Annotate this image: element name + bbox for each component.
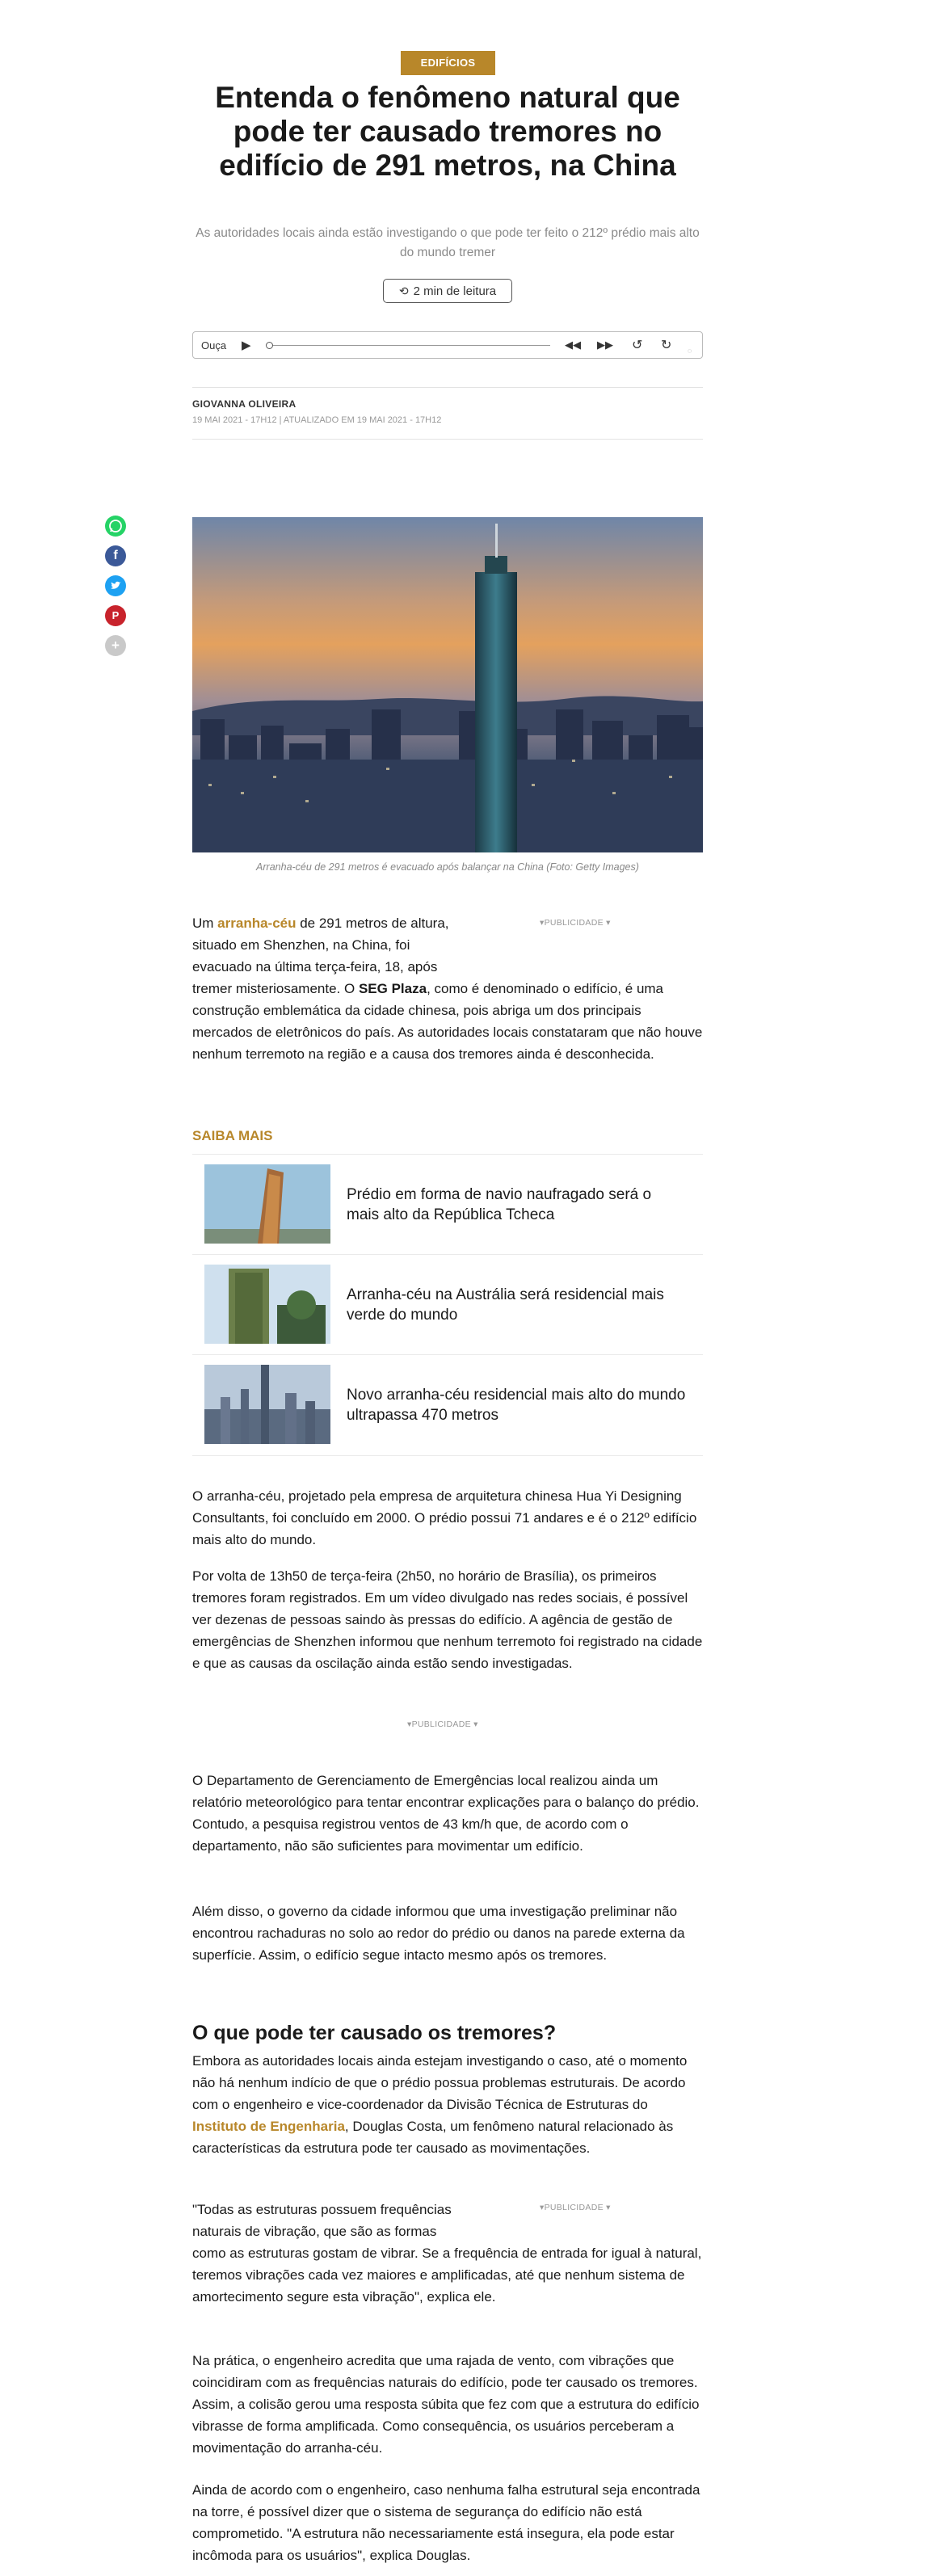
headline: Entenda o fenômeno natural que pode ter causado tremores no edifício de 291 metros, na China bbox=[215, 81, 680, 182]
more-share-icon[interactable]: + bbox=[105, 635, 126, 656]
player-logo-icon: ◌ bbox=[688, 347, 692, 355]
related-article[interactable] bbox=[192, 1354, 703, 1456]
hero-image bbox=[192, 517, 703, 852]
related-title[interactable]: Novo arranha-céu residencial mais alto do mundo ultrapassa 470 metros bbox=[347, 1387, 686, 1424]
link-arranha-ceu[interactable]: arranha-céu bbox=[217, 915, 297, 931]
text: Embora as autoridades locais ainda estejam investigando o caso, até o momento não há nenhum indício de que o prédio possua problemas estruturais. De acordo com o engenheiro e vice-coordenador da Divisão Técnica de Estruturas do bbox=[192, 2053, 688, 2112]
paragraph-8: Na prática, o engenheiro acredita que uma rajada de vento, com vibrações que coincidiram com as frequências naturais do edifício, pode ter causado os tremores. Assim, a colisão gerou uma resposta súbita que fez com que a estrutura do edifício vibrasse de forma amplificada. Como consequência, os usuários perceberam a movimentação do arranha-céu. bbox=[192, 2353, 700, 2456]
related-thumbnail[interactable] bbox=[204, 1164, 330, 1244]
facebook-share-icon[interactable]: f bbox=[105, 545, 126, 566]
related-article[interactable] bbox=[192, 1154, 703, 1255]
subtitle: As autoridades locais ainda estão investigando o que pode ter feito o 212º prédio mais alto do mundo tremer bbox=[196, 226, 700, 259]
ad-slot bbox=[461, 2199, 703, 2242]
text: Um bbox=[192, 915, 218, 931]
text: , Douglas Costa, um fenômeno natural relacionado às características da estrutura pode ter causado as movimentações. bbox=[192, 2119, 674, 2156]
play-icon[interactable]: ▶ bbox=[242, 339, 251, 352]
text: "Todas as estruturas possuem frequências naturais de vibração, que são as formas como as estruturas gostam de vibrar. Se a frequência de entrada for igual à natural, teremos vibrações cada vez maiores e amplificadas, até que nenhum sistema de amortecimento segure esta vibração", explica ele. bbox=[192, 2202, 702, 2305]
section-heading: O que pode ter causado os tremores? bbox=[192, 2022, 557, 2044]
read-time-badge bbox=[383, 279, 512, 303]
paragraph-2: O arranha-céu, projetado pela empresa de arquitetura chinesa Hua Yi Designing Consultants, foi concluído em 2000. O prédio possui 71 andares e é o 212º edifício mais alto do mundo. bbox=[192, 1488, 697, 1547]
audio-player bbox=[192, 331, 703, 359]
paragraph-7 bbox=[192, 2199, 703, 2308]
twitter-share-icon[interactable] bbox=[105, 575, 126, 596]
progress-knob-icon[interactable] bbox=[266, 342, 273, 349]
link-instituto-de-engenharia[interactable]: Instituto de Engenharia bbox=[192, 2119, 345, 2134]
publish-dates: 19 MAI 2021 - 17H12 | ATUALIZADO EM 19 MAI 2021 - 17H12 bbox=[192, 415, 442, 425]
paragraph-4: O Departamento de Gerenciamento de Emergências local realizou ainda um relatório meteorológico para tentar encontrar explicações para o balanço do prédio. Contudo, a pesquisa registrou ventos de 43 km/h que, de acordo com o departamento, não são suficientes para movimentar um edifício. bbox=[192, 1773, 700, 1854]
paragraph-3: Por volta de 13h50 de terça-feira (2h50, no horário de Brasília), os primeiros tremores foram registrados. Em um vídeo divulgado nas redes sociais, é possível ver dezenas de pessoas saindo às pressas do edifício. A agência de gestão de emergências de Shenzhen informou que nenhum terremoto foi registrado na cidade e que as causas da oscilação ainda estão sendo investigadas. bbox=[192, 1568, 703, 1671]
category-badge[interactable]: EDIFÍCIOS bbox=[401, 51, 495, 75]
author-name[interactable]: GIOVANNA OLIVEIRA bbox=[192, 398, 297, 410]
related-title[interactable]: Prédio em forma de navio naufragado será o mais alto da República Tcheca bbox=[347, 1186, 652, 1223]
progress-track[interactable] bbox=[267, 345, 550, 346]
saiba-mais-title: SAIBA MAIS bbox=[192, 1128, 273, 1143]
ad-slot bbox=[461, 912, 703, 977]
related-title[interactable]: Arranha-céu na Austrália será residencial mais verde do mundo bbox=[347, 1286, 664, 1324]
paragraph-1 bbox=[192, 912, 703, 1065]
paragraph-6 bbox=[192, 2050, 703, 2159]
related-thumbnail[interactable] bbox=[204, 1265, 330, 1344]
text: , como é denominado o edifício, é uma construção emblemática da cidade chinesa, pois abriga um dos principais mercados de eletrônicos do país. As autoridades locais constataram que não houve nenhum terremoto na região e a causa dos tremores ainda é desconhecida. bbox=[192, 981, 703, 1062]
player-label: Ouça bbox=[201, 339, 227, 351]
divider bbox=[192, 387, 703, 388]
related-article[interactable] bbox=[192, 1254, 703, 1355]
ad-label: ▾PUBLICIDADE ▾ bbox=[540, 2203, 611, 2212]
divider bbox=[192, 439, 703, 440]
replay-forward-icon[interactable]: ↻ bbox=[661, 339, 672, 352]
fast-forward-icon[interactable]: ▶▶ bbox=[597, 339, 613, 351]
ad-label: ▾PUBLICIDADE ▾ bbox=[407, 1719, 478, 1729]
rewind-icon[interactable]: ◀◀ bbox=[565, 339, 581, 351]
ad-label: ▾PUBLICIDADE ▾ bbox=[540, 918, 611, 928]
replay-back-icon[interactable]: ↺ bbox=[632, 339, 643, 352]
related-thumbnail[interactable] bbox=[204, 1365, 330, 1444]
read-time-label: 2 min de leitura bbox=[413, 284, 497, 298]
bold-seg-plaza: SEG Plaza bbox=[358, 981, 427, 996]
text: de 291 metros de altura, situado em Shenzhen, na China, foi evacuado na última terça-feira, 18, após tremer misteriosamente. O bbox=[192, 915, 449, 996]
whatsapp-share-icon[interactable] bbox=[105, 516, 126, 537]
pinterest-share-icon[interactable]: P bbox=[105, 605, 126, 626]
clock-refresh-icon: ⟲ bbox=[398, 284, 409, 297]
hero-caption: Arranha-céu de 291 metros é evacuado após balançar na China (Foto: Getty Images) bbox=[256, 861, 639, 873]
paragraph-5: Além disso, o governo da cidade informou que uma investigação preliminar não encontrou rachaduras no solo ao redor do prédio ou danos na parede externa da superfície. Assim, o edifício segue intacto mesmo após os tremores. bbox=[192, 1904, 685, 1963]
paragraph-9: Ainda de acordo com o engenheiro, caso nenhuma falha estrutural seja encontrada na torre, é possível dizer que o sistema de segurança do edifício não está comprometido. "A estrutura não necessariamente está insegura, ela pode estar incômoda para os usuários", explica Douglas. bbox=[192, 2482, 700, 2563]
